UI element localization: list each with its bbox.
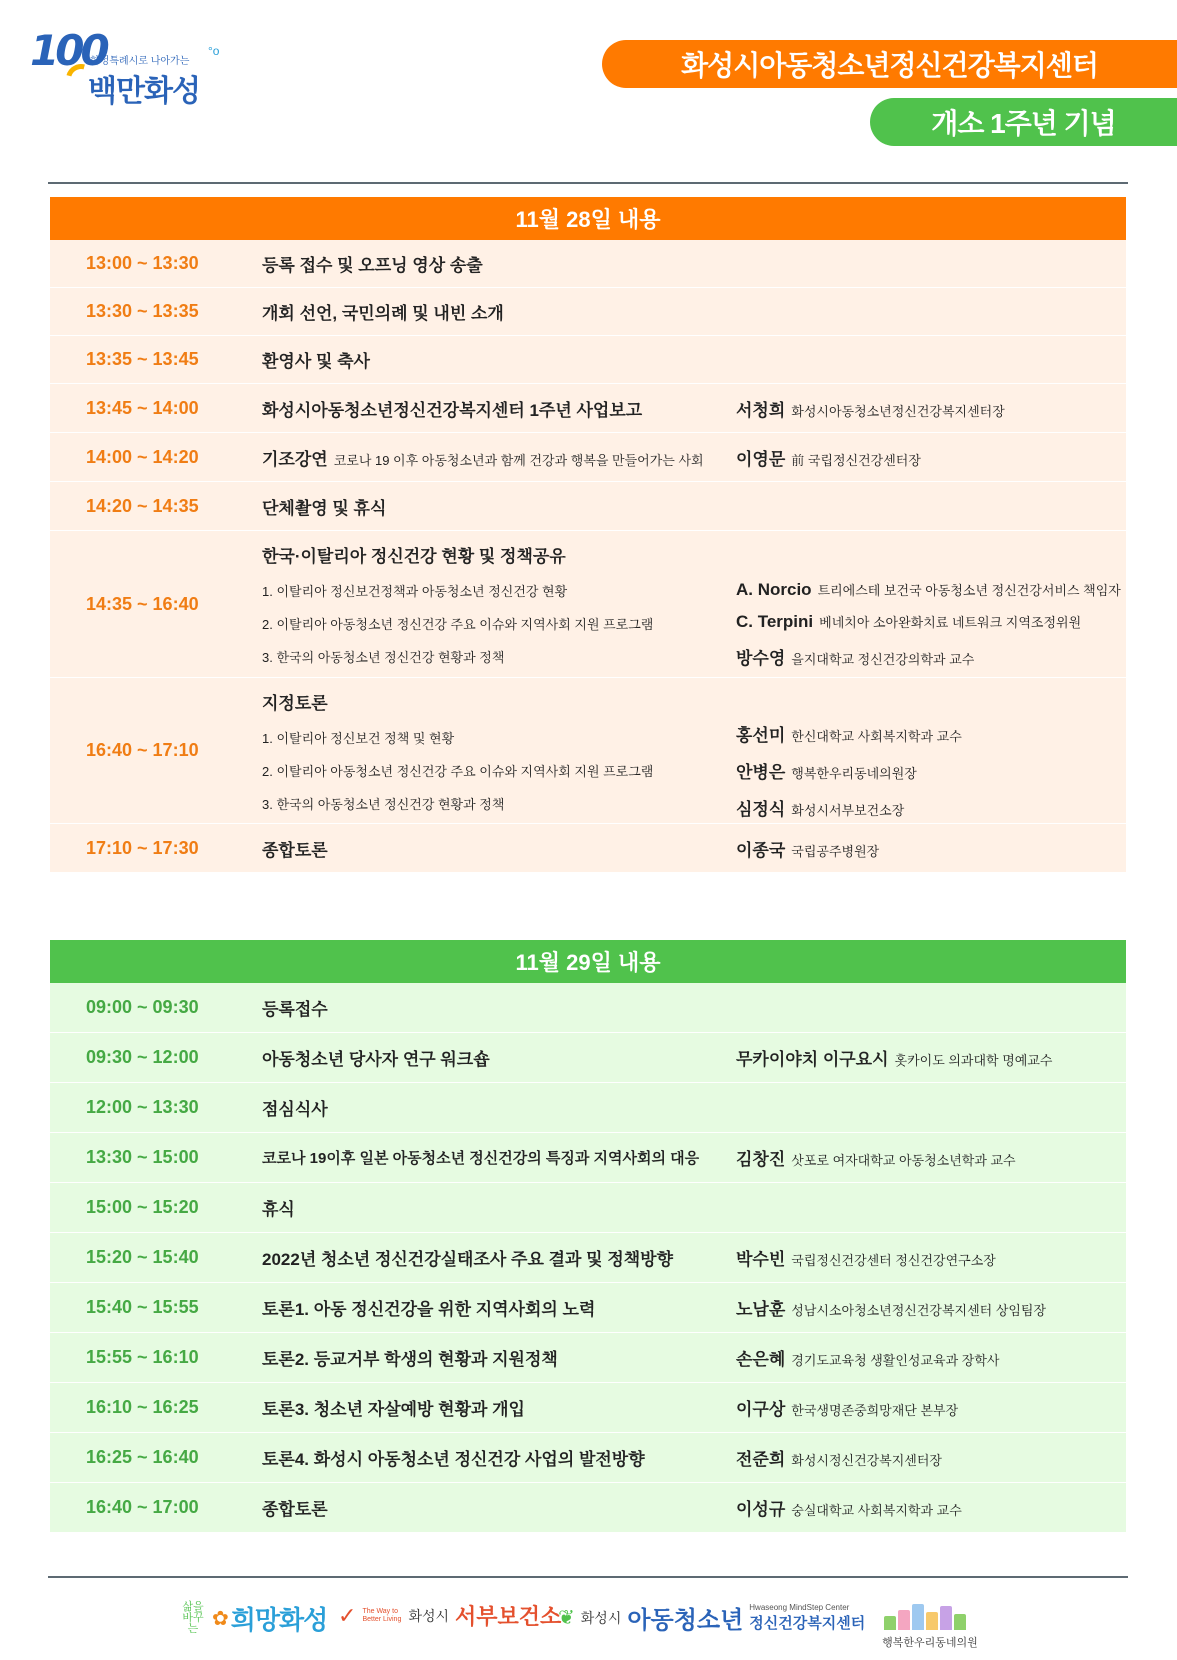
page-title: 화성시아동청소년정신건강복지센터 — [602, 40, 1177, 88]
schedule-row-session1 — [50, 531, 1126, 678]
schedule-row — [50, 482, 1126, 531]
runner-icon: ✓ — [338, 1602, 357, 1628]
top-divider — [48, 182, 1128, 184]
speaker-name: 노남훈 — [736, 1300, 786, 1319]
row-time: 15:20 ~ 15:40 — [86, 1247, 199, 1267]
session-item: 1. 이탈리아 정신보건정책과 아동청소년 정신건강 현황 — [262, 584, 568, 599]
schedule-row — [50, 1283, 1126, 1333]
speaker — [736, 758, 1126, 783]
speaker-name: 이영문 — [736, 449, 786, 469]
logo-number: 100 — [30, 26, 106, 75]
row-time: 09:30 ~ 12:00 — [86, 1047, 199, 1067]
row-title: 코로나 19이후 일본 아동청소년 정신건강의 특징과 지역사회의 대응 — [262, 1150, 700, 1167]
day1-schedule — [50, 197, 1126, 873]
schedule-row — [50, 336, 1126, 384]
town-icon — [880, 1600, 980, 1630]
schedule-row — [50, 433, 1126, 482]
footer-logos — [0, 1590, 1177, 1660]
schedule-row — [50, 1483, 1126, 1533]
logo1-small-text: 삶을 바꾸는 — [182, 1601, 204, 1635]
row-title: 휴식 — [262, 1200, 295, 1219]
schedule-row — [50, 1233, 1126, 1283]
speaker-name: 방수영 — [736, 648, 786, 668]
row-title — [262, 542, 736, 666]
speaker-affiliation: 행복한우리동네의원장 — [791, 766, 917, 781]
row-time: 13:00 ~ 13:30 — [86, 253, 199, 273]
speaker — [736, 721, 1126, 746]
speaker-affiliation: 홋카이도 의과대학 명예교수 — [894, 1053, 1053, 1068]
row-time: 16:25 ~ 16:40 — [86, 1447, 199, 1467]
row-time: 16:10 ~ 16:25 — [86, 1397, 199, 1417]
row-speaker — [736, 445, 1126, 470]
logo-name: 백만화성 — [88, 75, 200, 108]
speaker-affiliation: 베네치아 소아완화치료 네트워크 지역조정위원 — [819, 614, 1082, 630]
logo3-english: Hwaseong MindStep Center — [749, 1602, 850, 1612]
row-time: 14:00 ~ 14:20 — [86, 446, 199, 467]
row-title: 환영사 및 축사 — [262, 352, 370, 371]
speaker — [736, 612, 1126, 632]
speaker-name: C. Terpini — [736, 611, 814, 631]
speaker-affiliation: 한국생명존중희망재단 본부장 — [791, 1403, 959, 1418]
row-title: 종합토론 — [262, 1500, 328, 1519]
speaker-affiliation: 한신대학교 사회복지학과 교수 — [791, 729, 962, 744]
session-item: 2. 이탈리아 아동청소년 정신건강 주요 이슈와 지역사회 지원 프로그램 — [262, 617, 654, 632]
speaker — [736, 644, 1126, 669]
speaker-name: 이종국 — [736, 840, 786, 860]
speaker-affiliation: 트리에스테 보건국 아동청소년 정신건강서비스 책임자 — [817, 582, 1121, 598]
row-time: 15:00 ~ 15:20 — [86, 1197, 199, 1217]
schedule-row — [50, 1083, 1126, 1133]
speaker-affiliation: 경기도교육청 생활인성교육과 장학사 — [791, 1353, 1000, 1368]
row-time: 15:55 ~ 16:10 — [86, 1347, 199, 1367]
row-title: 토론1. 아동 정신건강을 위한 지역사회의 노력 — [262, 1300, 596, 1319]
speaker-name: 이구상 — [736, 1400, 786, 1419]
speaker-affiliation: 을지대학교 정신건강의학과 교수 — [791, 651, 975, 667]
leaf-icon: ❦ — [558, 1607, 575, 1629]
speaker-affiliation: 화성시서부보건소장 — [791, 803, 905, 818]
row-speaker — [736, 1295, 1126, 1320]
day1-heading: 11월 28일 내용 — [50, 197, 1126, 240]
logo2-tagline: The Way to Better Living — [362, 1607, 402, 1623]
logo2-name: 서부보건소 — [455, 1604, 562, 1629]
speaker-affiliation: 국립정신건강센터 정신건강연구소장 — [791, 1253, 996, 1268]
row-speaker — [736, 1045, 1126, 1070]
logo-tagline: 화성특례시로 나아가는 — [90, 56, 190, 67]
row-time: 13:30 ~ 15:00 — [86, 1147, 199, 1167]
speaker-name: 김창진 — [736, 1150, 786, 1169]
day2-heading: 11월 29일 내용 — [50, 940, 1126, 983]
row-title — [262, 689, 736, 813]
schedule-row — [50, 1133, 1126, 1183]
schedule-row-session2 — [50, 678, 1126, 824]
row-time: 14:20 ~ 14:35 — [86, 495, 199, 516]
row-speaker — [736, 1345, 1126, 1370]
bottom-divider — [48, 1576, 1128, 1578]
speaker-name: 이성규 — [736, 1500, 786, 1519]
day2-schedule — [50, 940, 1126, 1533]
sparkle-icon: °o — [208, 44, 220, 58]
speaker-affiliation: 화성시아동청소년정신건강복지센터장 — [791, 403, 1005, 419]
speaker-affiliation: 前 국립정신건강센터장 — [791, 452, 921, 468]
mental-health-center-logo — [558, 1600, 865, 1635]
logo1-text: 희망화성 — [230, 1605, 328, 1635]
row-title: 개회 선언, 국민의례 및 내빈 소개 — [262, 304, 504, 323]
west-health-center-logo — [338, 1600, 561, 1631]
speaker-name: 심정식 — [736, 800, 786, 819]
row-time: 13:45 ~ 14:00 — [86, 397, 199, 418]
logo2-city: 화성시 — [408, 1607, 450, 1624]
row-speaker — [736, 1145, 1126, 1170]
speaker-affiliation: 국립공주병원장 — [791, 843, 880, 859]
row-time: 16:40 ~ 17:00 — [86, 1497, 199, 1517]
keynote-note: 코로나 19 이후 아동청소년과 함께 건강과 행복을 만들어가는 사회 — [333, 452, 704, 468]
speaker-name: 서청희 — [736, 400, 786, 420]
row-time: 13:30 ~ 13:35 — [86, 301, 199, 321]
speaker-name: 무카이야치 이구요시 — [736, 1050, 889, 1069]
schedule-row — [50, 1183, 1126, 1233]
speaker — [736, 580, 1126, 600]
schedule-row — [50, 824, 1126, 873]
city-logo — [30, 26, 220, 106]
keynote-title: 기조강연 — [262, 449, 328, 469]
speaker-affiliation: 숭실대학교 사회복지학과 교수 — [791, 1503, 962, 1518]
row-time: 13:35 ~ 13:45 — [86, 349, 199, 369]
logo3-city: 화성시 — [580, 1609, 622, 1626]
clinic-logo — [880, 1600, 980, 1650]
schedule-row — [50, 384, 1126, 433]
row-title: 등록 접수 및 오프닝 영상 송출 — [262, 256, 483, 275]
row-time: 16:40 ~ 17:10 — [86, 740, 199, 760]
schedule-row — [50, 983, 1126, 1033]
logo4-label: 행복한우리동네의원 — [882, 1637, 978, 1649]
speaker-name: 손은혜 — [736, 1350, 786, 1369]
row-title: 아동청소년 당사자 연구 워크숍 — [262, 1050, 490, 1069]
session-item: 1. 이탈리아 정신보건 정책 및 현황 — [262, 730, 455, 746]
row-time: 14:35 ~ 16:40 — [86, 593, 199, 614]
schedule-row — [50, 288, 1126, 336]
row-title: 등록접수 — [262, 1000, 328, 1019]
row-title: 종합토론 — [262, 840, 328, 860]
session-speakers — [736, 540, 1126, 669]
schedule-row — [50, 240, 1126, 288]
row-time: 09:00 ~ 09:30 — [86, 997, 199, 1017]
speaker-name: 안병은 — [736, 763, 786, 782]
row-speaker — [736, 1445, 1126, 1470]
schedule-row — [50, 1383, 1126, 1433]
session-item: 3. 한국의 아동청소년 정신건강 현황과 정책 — [262, 796, 505, 812]
row-speaker — [736, 1245, 1126, 1270]
session-item: 2. 이탈리아 아동청소년 정신건강 주요 이슈와 지역사회 지원 프로그램 — [262, 763, 654, 779]
session-title: 한국·이탈리아 정신건강 현황 및 정책공유 — [262, 547, 566, 566]
row-title: 단체촬영 및 휴식 — [262, 498, 387, 518]
row-title: 토론4. 화성시 아동청소년 정신건강 사업의 발전방향 — [262, 1450, 645, 1469]
speaker-affiliation: 성남시소아청소년정신건강복지센터 상임팀장 — [791, 1303, 1047, 1318]
session-speakers — [736, 681, 1126, 820]
speaker — [736, 795, 1126, 820]
speaker-affiliation: 삿포로 여자대학교 아동청소년학과 교수 — [791, 1153, 1016, 1168]
logo3-sub — [749, 1603, 865, 1633]
logo3-main: 아동청소년 — [627, 1607, 744, 1634]
row-speaker — [736, 1395, 1126, 1420]
row-time: 15:40 ~ 15:55 — [86, 1297, 199, 1317]
session-item: 3. 한국의 아동청소년 정신건강 현황과 정책 — [262, 650, 505, 665]
flower-icon: ✿ — [212, 1608, 229, 1630]
row-time: 12:00 ~ 13:30 — [86, 1097, 199, 1117]
hope-hwaseong-logo — [178, 1600, 327, 1637]
row-speaker — [736, 836, 1126, 861]
page-subtitle: 개소 1주년 기념 — [870, 98, 1177, 146]
row-title: 화성시아동청소년정신건강복지센터 1주년 사업보고 — [262, 400, 643, 420]
row-title — [262, 445, 736, 470]
speaker-name: 전준희 — [736, 1450, 786, 1469]
row-time: 17:10 ~ 17:30 — [86, 837, 199, 858]
schedule-row — [50, 1333, 1126, 1383]
speaker-name: 박수빈 — [736, 1250, 786, 1269]
logo3-korean: 정신건강복지센터 — [749, 1614, 866, 1632]
row-speaker — [736, 1495, 1126, 1520]
row-speaker — [736, 396, 1126, 421]
speaker-affiliation: 화성시정신건강복지센터장 — [791, 1453, 942, 1468]
schedule-row — [50, 1033, 1126, 1083]
row-title: 2022년 청소년 정신건강실태조사 주요 결과 및 정책방향 — [262, 1250, 674, 1269]
speaker-name: 홍선미 — [736, 726, 786, 745]
schedule-row — [50, 1433, 1126, 1483]
row-title: 토론3. 청소년 자살예방 현황과 개입 — [262, 1400, 525, 1419]
row-title: 토론2. 등교거부 학생의 현황과 지원정책 — [262, 1350, 558, 1369]
row-title: 점심식사 — [262, 1100, 328, 1119]
session-title: 지정토론 — [262, 693, 328, 713]
speaker-name: A. Norcio — [736, 579, 812, 599]
